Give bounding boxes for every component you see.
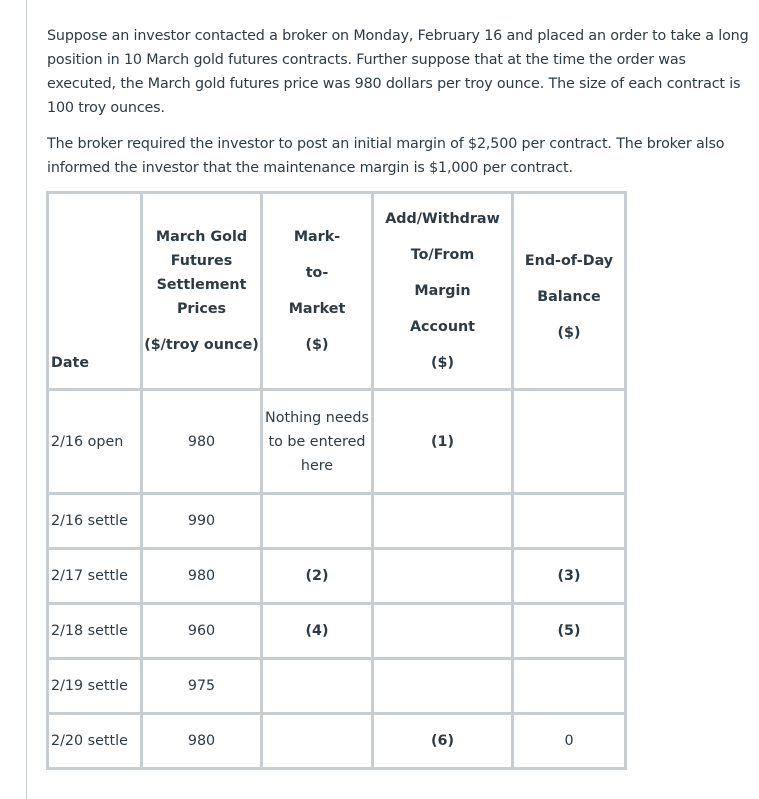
cell-mark-to-market [263,495,371,547]
cell-date: 2/18 settle [49,605,140,657]
table-row [49,715,624,767]
intro-line: executed, the March gold futures price was 980 dollars per troy ounce. The size of each contract is [47,76,741,92]
cell-add-withdraw [374,550,511,602]
intro-line: position in 10 March gold futures contracts. Further suppose that at the time the order was [47,52,686,68]
cell-balance [514,495,624,547]
table-row [49,605,624,657]
cell-date: 2/16 settle [49,495,140,547]
cell-price: 960 [143,605,260,657]
cell-mark-to-market [263,715,371,767]
cell-add-withdraw: (6) [374,715,511,767]
header-add-withdraw: Add/Withdraw To/From Margin Account ($) [374,194,511,388]
cell-price: 975 [143,660,260,712]
cell-mark-to-market: (2) [263,550,371,602]
header-settlement-price: March Gold Futures Settlement Prices ($/troy ounce) [143,194,260,388]
intro-paragraph [47,24,747,120]
margin-line: informed the investor that the maintenance margin is $1,000 per contract. [47,160,573,176]
intro-line: Suppose an investor contacted a broker on Monday, February 16 and placed an order to take a long [47,28,749,44]
cell-add-withdraw [374,495,511,547]
table-row [49,550,624,602]
cell-add-withdraw: (1) [374,391,511,492]
cell-price: 980 [143,715,260,767]
header-end-of-day-balance: End-of-Day Balance ($) [514,194,624,388]
cell-mark-to-market [263,660,371,712]
cell-date: 2/20 settle [49,715,140,767]
table-row [49,391,624,492]
margin-line: The broker required the investor to post an initial margin of $2,500 per contract. The broker also [47,136,725,152]
cell-balance [514,391,624,492]
cell-date: 2/16 open [49,391,140,492]
header-mark-to-market: Mark- to- Market ($) [263,194,371,388]
margin-paragraph [47,132,747,180]
cell-price: 990 [143,495,260,547]
cell-balance: (5) [514,605,624,657]
intro-line: 100 troy ounces. [47,100,165,116]
cell-balance: (3) [514,550,624,602]
cell-price: 980 [143,391,260,492]
table-header-row [49,194,624,388]
cell-balance [514,660,624,712]
cell-add-withdraw [374,605,511,657]
cell-date: 2/17 settle [49,550,140,602]
cell-mark-to-market: Nothing needs to be entered here [263,391,371,492]
cell-add-withdraw [374,660,511,712]
cell-balance: 0 [514,715,624,767]
cell-price: 980 [143,550,260,602]
table-row [49,660,624,712]
header-date: Date [49,194,140,388]
margin-account-table [46,191,627,770]
content-left-border [26,0,27,799]
table-row [49,495,624,547]
cell-date: 2/19 settle [49,660,140,712]
cell-mark-to-market: (4) [263,605,371,657]
